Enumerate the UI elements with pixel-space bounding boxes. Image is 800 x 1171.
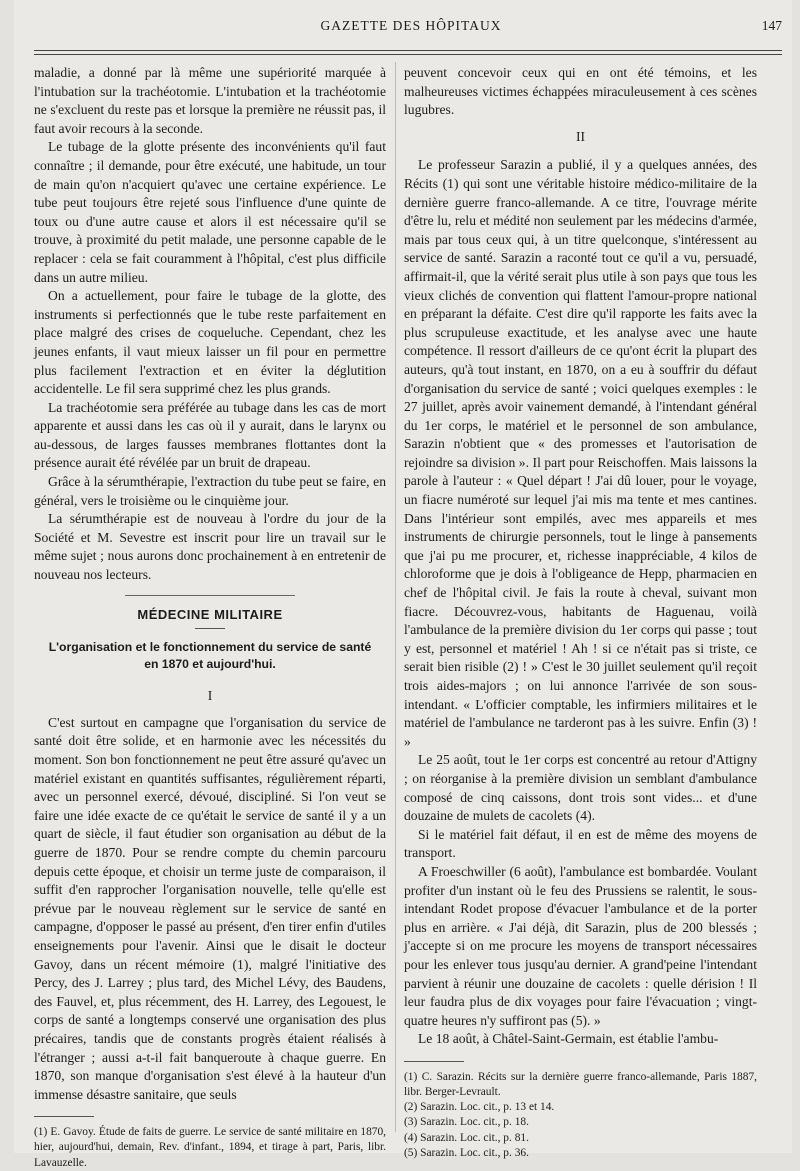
paragraph: On a actuellement, pour faire le tubage de la glotte, des instruments si perfectionnés que le tube reste parfaitement en place malgré des crises de coqueluche. Cependant, chez les jeunes enfants, il vaut mieux laisser un fil pour en permettre plus facilement l'extraction et en éviter la déglutition accidentelle. Le fil sera supprimé chez les plus grands. [34,288,386,397]
paragraph: Grâce à la sérumthérapie, l'extraction du tube peut se faire, en général, vers le troisième ou le cinquième jour. [34,474,386,508]
column-divider [395,62,396,1132]
paragraph: La trachéotomie sera préférée au tubage dans les cas de mort apparente et aussi dans les cas où il y aurait, dans le larynx ou au-dessous, de larges fausses membranes flottantes dont la présence aurait été révélée par un bruit de drapeau. [34,399,386,471]
footnote: (5) Sarazin. Loc. cit., p. 36. [404,1146,529,1159]
footnote: (1) C. Sarazin. Récits sur la dernière guerre franco-allemande, Paris 1887, libr. Berger-Levrault. [404,1070,757,1099]
page-number: 147 [761,18,782,33]
paragraph: Si le matériel fait défaut, il en est de même des moyens de transport. [404,826,757,861]
ornament-divider [125,595,295,598]
paragraph: A Froeschwiller (6 août), l'ambulance est bombardée. Voulant profiter d'un instant où le feu des Prussiens se ralentit, le sous-intendant Rodet propose d'évacuer l'ambulance et de la porter plus en arrière. « J'ai déjà, dit Sarazin, plus de 200 blessés ; j'accepte si on me procure les moyens de transport nécessaires pour les enlever tous jusqu'au dernier. A grand'peine l'intendant parvient à réunir une douzaine de cacolets : quelle dérision ! Il leur faudra plus de dix voyages pour faire l'évacuation ; vingt-quatre heures n'y suffiront pas (5). » [404,863,757,1028]
running-header [40,8,782,33]
footnote: (2) Sarazin. Loc. cit., p. 13 et 14. [404,1101,555,1114]
article-subtitle: L'organisation et le fonctionnement du service de santé en 1870 et aujourd'hui. [48,640,372,672]
header-rule [34,50,782,55]
paragraph: La sérumthérapie est de nouveau à l'ordre du jour de la Société et M. Sevestre est inscrit pour lire un travail sur le même sujet ; nous aurons donc prochainement à en entretenir de nouveau nos lecteurs. [34,511,386,583]
right-column [404,64,757,1161]
paragraph: C'est surtout en campagne que l'organisation du service de santé doit être solide, et en harmonie avec les nécessités du moment. Son bon fonctionnement ne peut être assuré qu'avec un matériel existant en quantités suffisantes, régulièrement réparti, avec un personnel exercé, dévoué, discipliné. Si l'on veut se faire une idée exacte de ce qu'était le service de santé il y a un quart de siècle, il faut étudier son organisation au début de la guerre de 1870. Pour se rendre compte du chemin parcouru depuis cette époque, et choisir un terme juste de comparaison, il suffit d'en rapprocher l'organisation nouvelle, telle qu'elle est prévue par le nouveau règlement sur le service de santé en campagne, d'opposer le passé au présent, d'en tirer enfin d'utiles enseignements pour l'avenir. Ainsi que le disait le docteur Gavoy, dans un récent mémoire (1), malgré l'initiative des Percy, des J. Larrey ; plus tard, des Michel Lévy, des Baudens, des Fauvel, et, plus récemment, des H. Larrey, des Legouest, le corps de santé a longtemps conservé une organisation des plus précaires, tandis que de constants progrès étaient réalisés à l'étranger ; aussi a-t-il fait banqueroute à chaque guerre. En 1870, son manque d'organisation s'est élevé à la hauteur d'un immense désastre sanitaire, que seuls [34,714,386,1102]
paragraph: Le 25 août, tout le 1er corps est concentré au retour d'Attigny ; on réorganise à la première division un semblant d'ambulance composé de cinq caissons, dont trois sont vides... et d'une douzaine de mulets de cacolets (4). [404,752,757,824]
paragraph: Le 18 août, à Châtel-Saint-Germain, est établie l'ambu- [418,1031,719,1047]
paragraph: Le tubage de la glotte présente des inconvénients qu'il faut connaître ; il demande, pour être exécuté, une habitude, un tour de main qu'on n'acquiert qu'avec une certaine expérience. Le tube peut toujours être rejeté sous l'influence d'une quinte de toux ou d'une autre cause et alors il est nécessaire qu'il se trouve, à proximité du petit malade, une personne capable de le replacer : cela se fait couramment à l'hôpital, c'est plus difficile dans un autre milieu. [34,139,386,285]
left-column [34,64,386,1171]
footnote-rule [404,1061,464,1062]
paragraph: Le professeur Sarazin a publié, il y a quelques années, des Récits (1) qui sont une véritable histoire médico-militaire de la dernière guerre franco-allemande. A ce titre, l'ouvrage mérite d'être lu, relu et médité non seulement par les médecins d'armée, mais par tous ceux qui, à un titre quelconque, s'intéressent au service de santé. Sarazin a raconté tout ce qu'il a vu, persuadé, affirmait-il, que la vérité serait plus utile à son pays que tous les vieux clichés de convention qui flattent l'amour-propre national en préparant la défaite. C'est dire qu'il rapporte les faits avec la plus scrupuleuse exactitude, et les analyse avec une haute compétence. Il ressort d'ailleurs de ce qu'ont écrit la plupart des auteurs, qu'à tout instant, en 1870, on a eu à souffrir du défaut d'organisation du service de santé ; voici quelques exemples : le 27 juillet, après avoir vainement demandé, à l'intendant général du 1er corps, le matériel et le personnel de son ambulance, Sarazin n'obtient que « des promesses et l'autorisation de rejoindre sa division ». Il part pour Reischoffen. Mais laissons la parole à l'auteur : « Quel départ ! J'ai dû louer, pour le voyage, un fiacre numéroté sur lequel j'ai mis ma tente et mes cantines. Dans l'intérieur sont empilés, avec mes appareils et mes instruments de chirurgie personnels, tout le linge à pansements que j'ai pu me procurer, et, richesse inappréciable, 4 kilos de chloroforme que je dois à l'obligeance de Hepp, pharmacien en chef de l'hôpital civil. Je fais la route à cheval, suivant mon fiacre. Découvrez-vous, habitants de Haguenau, voilà l'ambulance de la première division du 1er corps qui passe ; tout y est, personnel et matériel ! Ah ! si ce n'était pas si triste, ce serait bien risible (2) ! » C'est le 30 juillet seulement qu'il reçoit trois aides-majors ; on lui annonce l'arrivée de son sous-intendant. « L'officier comptable, les infirmiers militaires et le matériel de l'ambulance ne tarderont pas à les suivre. Enfin (3) ! » [404,157,757,749]
section-number: II [575,128,586,144]
footnote: (4) Sarazin. Loc. cit., p. 81. [404,1131,529,1144]
journal-title: GAZETTE DES HÔPITAUX [320,18,502,33]
footnote: (1) E. Gavoy. Étude de faits de guerre. Le service de santé militaire en 1870, hier, aujourd'hui, demain, Rev. d'infant., 1894, et tirage à part, Paris, libr. Lavauzelle. [34,1126,386,1169]
page [14,0,792,1169]
paragraph: maladie, a donné par là même une supériorité marquée à l'intubation sur la trachéotomie. L'intubation et la trachéotomie ne s'excluent du reste pas et lorsque la première ne réussit pas, il faut avoir recours à la seconde. [34,65,386,136]
footnote: (3) Sarazin. Loc. cit., p. 18. [404,1116,529,1129]
paragraph: peuvent concevoir ceux qui en ont été témoins, et les malheureuses victimes échappées miraculeusement à ces scènes lugubres. [404,65,757,118]
section-number: I [207,688,213,704]
footnote-rule [34,1116,94,1117]
section-title: MÉDECINE MILITAIRE [137,606,283,622]
section-rule [195,628,225,629]
